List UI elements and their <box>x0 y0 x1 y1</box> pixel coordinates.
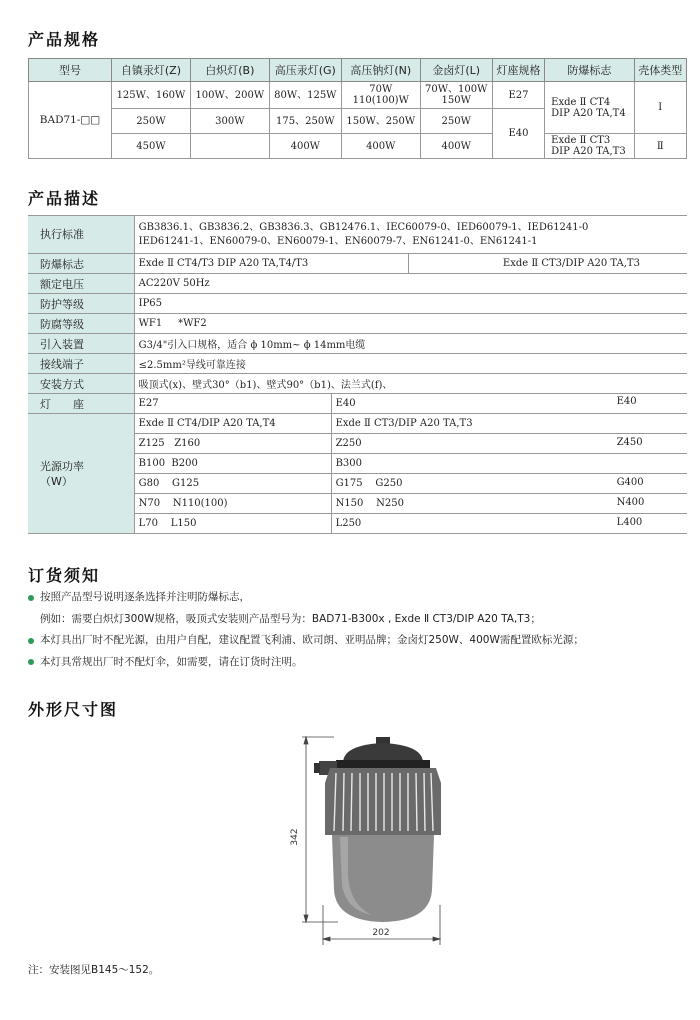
power-cell-1: N70 N110(100) <box>134 494 331 514</box>
col-socket: 灯座规格 <box>492 59 544 82</box>
mount-label: 安装方式 <box>28 374 134 394</box>
desc-row-socket <box>28 394 687 414</box>
desc-row-mount <box>28 374 687 394</box>
socket-1: E27 <box>134 394 331 414</box>
col-g: 高压汞灯(G) <box>269 59 341 82</box>
power-value: G400 <box>616 477 644 488</box>
spec-row <box>29 134 687 159</box>
desc-row-ip <box>28 294 687 314</box>
cell-mark: Exde Ⅱ CT3 DIP A20 TA,T3 <box>545 134 634 159</box>
mount-value: 吸顶式(x)、壁式30°（b1)、壁式90°（b1)、法兰式(f)、 <box>134 374 687 394</box>
standard-label: 执行标准 <box>28 216 134 254</box>
spec-heading: 产品规格 <box>28 30 101 49</box>
power-cell-1: L70 L150 <box>134 514 331 534</box>
power-cell-2 <box>331 474 687 494</box>
voltage-label: 额定电压 <box>28 274 134 294</box>
cell-mark: Exde Ⅱ CT4 DIP A20 TA,T4 <box>545 82 634 134</box>
spec-table <box>28 58 687 159</box>
socket-3: E40 <box>616 396 637 407</box>
dim-heading: 外形尺寸图 <box>28 700 119 719</box>
order-notes <box>28 587 584 673</box>
power-value: N150 N250 <box>335 498 404 509</box>
exmark-label: 防爆标志 <box>28 254 134 274</box>
cell-l: 70W、100W 150W <box>420 82 492 109</box>
order-heading: 订货须知 <box>28 566 101 585</box>
desc-row-exmark <box>28 254 687 274</box>
cell-z: 450W <box>112 134 191 159</box>
power-value: Z250 <box>335 438 362 449</box>
desc-table <box>28 215 687 534</box>
bullet-icon <box>28 638 34 644</box>
corrosion-label: 防腐等级 <box>28 314 134 334</box>
cell-socket: E27 <box>492 82 544 109</box>
socket-2: E40 <box>335 398 356 409</box>
power-value: L400 <box>616 517 643 528</box>
power-cell-2 <box>331 494 687 514</box>
voltage-value: AC220V 50Hz <box>134 274 687 294</box>
note-text: 例如：需要白炽灯300W规格，吸顶式安装则产品型号为：BAD71-B300x , Exde Ⅱ CT3/DIP A20 TA,T3； <box>40 612 541 625</box>
note-text: 本灯具常规出厂时不配灯伞，如需要，请在订货时注明。 <box>40 655 303 668</box>
col-z: 自镇汞灯(Z) <box>112 59 191 82</box>
power-cell-1: Z125 Z160 <box>134 434 331 454</box>
col-l: 金卤灯(L) <box>420 59 492 82</box>
cover-rim <box>336 760 430 768</box>
cell-g: 175、250W <box>269 109 341 134</box>
standard-line-1: GB3836.1、GB3836.2、GB3836.3、GB12476.1、IEC60079-0、IED60079-1、IED61241-0 <box>138 221 589 233</box>
power-value: N400 <box>616 497 645 508</box>
standard-line-2: IED61241-1、EN60079-0、EN60079-1、EN60079-7、EN61241-0、EN61241-1 <box>138 235 538 247</box>
cell-z: 125W、160W <box>112 82 191 109</box>
footnote: 注：安装图见B145～152。 <box>28 964 160 976</box>
standard-value <box>134 216 687 254</box>
model-cell: BAD71-□□ <box>29 82 112 159</box>
terminal-value: ≤2.5mm²导线可靠连接 <box>134 354 687 374</box>
entry-label: 引入装置 <box>28 334 134 354</box>
col-b: 白炽灯(B) <box>190 59 269 82</box>
power-value: Z450 <box>616 437 643 448</box>
note-item <box>28 652 584 674</box>
height-label: 342 <box>290 828 300 846</box>
power-mark-2: Exde Ⅱ CT3/DIP A20 TA,T3 <box>331 414 687 434</box>
desc-row-power-mark <box>28 414 687 434</box>
power-value: B300 <box>335 458 362 469</box>
desc-row-terminal <box>28 354 687 374</box>
cell-n: 70W 110(100)W <box>341 82 420 109</box>
top-cap <box>376 737 390 744</box>
desc-row-corrosion <box>28 314 687 334</box>
ip-label: 防护等级 <box>28 294 134 314</box>
power-cell-1: G80 G125 <box>134 474 331 494</box>
cell-n: 400W <box>341 134 420 159</box>
power-cell-2 <box>331 454 687 474</box>
note-item <box>28 587 584 609</box>
socket-2-cell <box>331 394 687 414</box>
cell-l: 250W <box>420 109 492 134</box>
col-n: 高压钠灯(N) <box>341 59 420 82</box>
dimension-drawing <box>0 725 700 965</box>
power-value: G175 G250 <box>335 478 403 489</box>
power-value: L250 <box>335 518 362 529</box>
luminaire-drawing <box>314 737 441 922</box>
note-text: 按照产品型号说明逐条选择并注明防爆标志， <box>40 591 250 603</box>
col-housing: 壳体类型 <box>634 59 686 82</box>
bullet-icon <box>28 595 34 601</box>
gland-nut <box>314 763 320 773</box>
bullet-icon <box>28 659 34 665</box>
desc-row-entry <box>28 334 687 354</box>
cell-housing: Ⅰ <box>634 82 686 134</box>
power-cell-2 <box>331 514 687 534</box>
exmark-2: Exde Ⅱ CT3/DIP A20 TA,T3 <box>408 254 687 274</box>
cell-l: 400W <box>420 134 492 159</box>
terminal-label: 接线端子 <box>28 354 134 374</box>
cell-b: 300W <box>190 109 269 134</box>
corrosion-value: WF1 *WF2 <box>134 314 687 334</box>
ip-value: IP65 <box>134 294 687 314</box>
cell-g: 80W、125W <box>269 82 341 109</box>
desc-row-voltage <box>28 274 687 294</box>
power-mark-1: Exde Ⅱ CT4/DIP A20 TA,T4 <box>134 414 331 434</box>
cell-housing: Ⅱ <box>634 134 686 159</box>
power-cell-1: B100 B200 <box>134 454 331 474</box>
exmark-1: Exde Ⅱ CT4/T3 DIP A20 TA,T4/T3 <box>134 254 408 274</box>
cell-z: 250W <box>112 109 191 134</box>
desc-heading: 产品描述 <box>28 189 101 208</box>
power-cell-2 <box>331 434 687 454</box>
note-example <box>28 609 584 631</box>
col-model: 型号 <box>29 59 112 82</box>
cell-g: 400W <box>269 134 341 159</box>
entry-value: G3/4"引入口规格，适合 ϕ 10mm~ ϕ 14mm电缆 <box>134 334 687 354</box>
socket-label: 灯 座 <box>28 394 134 414</box>
cell-b <box>190 134 269 159</box>
cell-socket: E40 <box>492 109 544 159</box>
spec-row <box>29 82 687 109</box>
desc-row-standard <box>28 216 687 254</box>
power-label: 光源功率 （W） <box>28 414 134 534</box>
note-text: 本灯具出厂时不配光源，由用户自配，建议配置飞利浦、欧司朗、亚明品牌；金卤灯250W、400W需配置欧标光源； <box>40 634 584 646</box>
cell-n: 150W、250W <box>341 109 420 134</box>
col-mark: 防爆标志 <box>545 59 634 82</box>
spec-header-row <box>29 59 687 82</box>
note-item <box>28 630 584 652</box>
cell-b: 100W、200W <box>190 82 269 109</box>
width-label: 202 <box>372 928 390 938</box>
